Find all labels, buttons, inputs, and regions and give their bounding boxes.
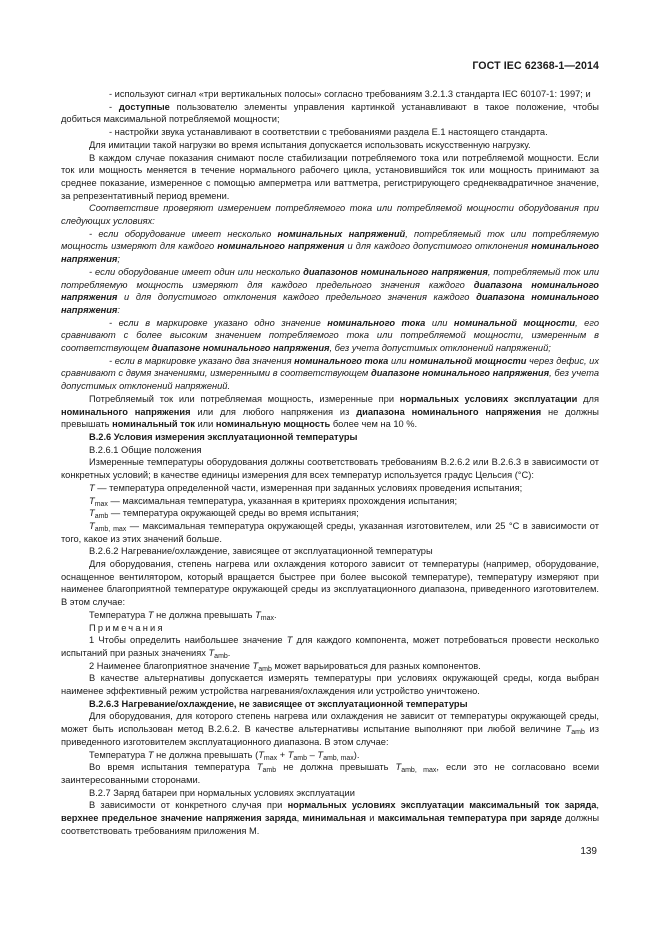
subscript: amb bbox=[214, 652, 228, 660]
text: более чем на 10 %. bbox=[330, 419, 418, 430]
term: номинальный ток bbox=[112, 419, 195, 430]
paragraph: В каждом случае показания снимают после стабилизации потребляемого тока или потребляемой мощности. Если ток или мощность меняется в течение нормального рабочего цикла, установившийся ток или мощность принимают за среднее показание, измеренное с помощью амперметра или ваттметра, регистрирующего среднеквадратичное значение, за репрезентативный период времени. bbox=[61, 152, 599, 201]
document-body bbox=[61, 88, 599, 837]
text: Во время испытания температура bbox=[89, 762, 257, 773]
text: для каждого компонента, может потребоваться провести несколько испытаний при разных значениях bbox=[61, 635, 599, 658]
text: + bbox=[277, 749, 288, 760]
text: не должна превышать bbox=[276, 762, 396, 773]
text: . bbox=[274, 609, 277, 620]
text: - если в маркировке указано одно значение bbox=[109, 317, 328, 328]
text: ). bbox=[353, 749, 360, 760]
paragraph: - используют сигнал «три вертикальных полосы» согласно требованиям 3.2.1.3 стандарта IEC 60107-1: 1997; и bbox=[109, 89, 591, 99]
term: номинальную мощность bbox=[215, 419, 331, 430]
subsection-heading: В.2.6.2 Нагревание/охлаждение, зависящее от эксплуатационной температуры bbox=[89, 546, 433, 557]
term: диапазона номинального напряжения bbox=[61, 279, 599, 303]
text: , потребляемый ток или потребляемую мощность измеряют для каждого bbox=[61, 228, 599, 252]
section-heading: В.2.6 Условия измерения эксплуатационной температуры bbox=[89, 431, 358, 442]
text: или bbox=[388, 355, 410, 366]
symbol: T bbox=[286, 635, 293, 646]
note bbox=[61, 634, 599, 659]
term: номинального тока bbox=[327, 317, 426, 328]
text: , если это не согласовано всеми заинтересованными сторонами. bbox=[61, 762, 600, 785]
term: номинальных напряжений bbox=[277, 228, 406, 239]
text: 2 Наименее благоприятное значение bbox=[89, 660, 253, 671]
term: номинальной мощности bbox=[409, 355, 527, 366]
symbol: T bbox=[317, 749, 324, 760]
text: ; bbox=[117, 254, 120, 265]
symbol: T bbox=[252, 660, 259, 671]
term: диапазона номинального напряжения bbox=[61, 292, 599, 315]
subsection-heading: В.2.6.3 Нагревание/охлаждение, не зависящее от эксплуатационной температуры bbox=[89, 698, 468, 709]
subscript: amb bbox=[262, 767, 277, 775]
text: - bbox=[109, 101, 119, 112]
subscript: max bbox=[263, 754, 278, 762]
term: диапазонов номинального напряжения bbox=[303, 266, 488, 277]
text: — максимальная температура окружающей среды, указанная изготовителем, или 25 °С в зависимости от того, какое из этих значений больше. bbox=[61, 520, 599, 544]
paragraph: - настройки звука устанавливают в соответствии с требованиями раздела Е.1 настоящего стандарта. bbox=[109, 127, 548, 138]
subsection-heading: В.2.6.1 Общие положения bbox=[89, 444, 202, 455]
term: максимальная температура при заряде bbox=[377, 813, 562, 824]
term: нормальных условиях эксплуатации bbox=[399, 393, 578, 404]
text: - если оборудование имеет несколько bbox=[89, 228, 278, 239]
term: номинального тока bbox=[294, 355, 389, 366]
definition-item bbox=[61, 520, 599, 545]
text: Потребляемый ток или потребляемая мощность, измеренные при bbox=[89, 393, 400, 404]
subscript: max bbox=[94, 500, 108, 508]
text: пользователю элементы управления картинкой устанавливают в такое положение, чтобы добиться максимальной потребляемой мощности; bbox=[61, 101, 599, 125]
text: из приведенного изготовителем эксплуатационного диапазона. В этом случае: bbox=[61, 724, 599, 747]
term: диапазоне номинального напряжения bbox=[151, 343, 330, 354]
text: Температура bbox=[89, 609, 148, 620]
paragraph bbox=[61, 393, 599, 431]
text: Для оборудования, для которого степень нагрева или охлаждения не зависит от температуры окружающей среды, может быть использован метод В.2.6.2. В качестве альтернативы испытание выполняют при любой величине bbox=[61, 711, 599, 735]
subscript: amb bbox=[571, 729, 585, 737]
text: — температура определенной части, измеренная при заданных условиях проведения испытания; bbox=[94, 482, 523, 493]
definition-item bbox=[61, 482, 599, 495]
note bbox=[61, 660, 599, 673]
term: диапазоне номинального напряжения bbox=[370, 368, 550, 379]
definition-item bbox=[61, 495, 599, 508]
symbol: T bbox=[89, 482, 95, 493]
symbol: T bbox=[147, 609, 154, 620]
text: должны соответствовать требованиям приложения М. bbox=[61, 813, 600, 836]
paragraph: Для оборудования, степень нагрева или охлаждения которого зависит от температуры (например, оборудование, оснащенное вентилятором, который вращается быстрее при более высокой температуре), температуру измеряют при наименее благоприятной температуре окружающей среды из эксплуатационного диапазона, приведенного изготовителем. В этом случае: bbox=[61, 559, 599, 608]
formula-line bbox=[61, 609, 599, 622]
symbol: T bbox=[208, 647, 215, 658]
term: номинального напряжения bbox=[61, 241, 599, 265]
paragraph: Измеренные температуры оборудования должны соответствовать требованиям В.2.6.2 или В.2.6.3 в зависимости от конкретных условий; в качестве единицы измерения для всех температур используется градус Цельсия (°С): bbox=[61, 457, 599, 481]
symbol: T bbox=[395, 762, 402, 773]
text: - если оборудование имеет один или несколько bbox=[89, 266, 304, 277]
text: , bbox=[296, 813, 303, 824]
text: и bbox=[366, 813, 378, 824]
term: доступные bbox=[118, 101, 170, 112]
subsection-heading: В.2.7 Заряд батареи при нормальных условиях эксплуатации bbox=[89, 787, 355, 798]
notes-title: Примечания bbox=[89, 622, 165, 633]
text: : bbox=[117, 304, 120, 315]
subscript: max bbox=[260, 614, 274, 622]
text: - если в маркировке указано два значения bbox=[109, 355, 295, 366]
paragraph bbox=[61, 799, 599, 837]
symbol: T bbox=[565, 724, 572, 735]
text: – bbox=[307, 749, 318, 760]
text: и для каждого допустимого отклонения bbox=[344, 241, 532, 252]
text: , его сравнивают с более высоким значением потребляемого тока или потребляемой мощности, измеренным в соответствующем bbox=[61, 317, 599, 354]
paragraph bbox=[61, 266, 599, 317]
text: не должны превышать bbox=[61, 406, 599, 430]
term: нормальных условиях эксплуатации максимальный ток заряда bbox=[287, 800, 597, 811]
term: минимальная bbox=[302, 813, 367, 824]
symbol: T bbox=[256, 762, 263, 773]
symbol: T bbox=[255, 609, 261, 620]
symbol: T bbox=[258, 749, 264, 760]
text: , потребляемый ток или потребляемую мощность измеряют для каждого предельного значения каждого bbox=[61, 266, 599, 290]
text: может варьироваться для разных компонентов. bbox=[271, 660, 481, 671]
paragraph bbox=[61, 355, 599, 393]
compliance-paragraph: Соответствие проверяют измерением потребляемого тока или потребляемой мощности оборудования при следующих условиях: bbox=[61, 203, 599, 227]
page-number: 139 bbox=[580, 846, 597, 857]
paragraph bbox=[61, 228, 599, 266]
text: 1 Чтобы определить наибольшее значение bbox=[89, 635, 287, 646]
text: или bbox=[425, 317, 454, 328]
subscript: amb bbox=[258, 665, 272, 673]
subscript: amb, max bbox=[401, 767, 437, 775]
text: , без учета допустимых отклонений напряжений; bbox=[329, 343, 551, 354]
text: для bbox=[577, 393, 599, 404]
paragraph: В качестве альтернативы допускается измерять температуры при условиях окружающей среды, когда выбран наименее эффективный режим устройства нагревания/охлаждения или устройство уничтожено. bbox=[61, 673, 599, 697]
formula-line bbox=[61, 749, 599, 762]
symbol: T bbox=[89, 520, 95, 531]
symbol: T bbox=[287, 749, 294, 760]
symbol: T bbox=[89, 495, 95, 506]
paragraph bbox=[61, 761, 599, 786]
symbol: T bbox=[147, 749, 154, 760]
text: В зависимости от конкретного случая при bbox=[89, 800, 288, 811]
term: номинальной мощности bbox=[453, 317, 576, 328]
text: , bbox=[596, 800, 599, 811]
symbol: T bbox=[89, 508, 95, 519]
subscript: amb bbox=[293, 754, 308, 762]
text: — максимальная температура, указанная в критериях прохождения испытания; bbox=[107, 495, 458, 506]
term: верхнее предельное значение напряжения заряда bbox=[61, 813, 297, 824]
text: через дефис, их сравнивают с двумя значениями, измеренными в соответствующем bbox=[61, 355, 599, 379]
subscript: amb bbox=[94, 513, 109, 521]
paragraph bbox=[61, 101, 599, 126]
definition-item bbox=[61, 507, 599, 520]
paragraph bbox=[61, 317, 599, 355]
paragraph: Для имитации такой нагрузки во время испытания допускается использовать искусственную нагрузку. bbox=[89, 139, 531, 150]
text: или bbox=[194, 419, 216, 430]
subscript: amb, max bbox=[94, 525, 127, 533]
text: не должна превышать ( bbox=[153, 749, 259, 760]
standard-header: ГОСТ IEC 62368-1—2014 bbox=[472, 60, 599, 72]
text: , без учета допустимых отклонений напряжений. bbox=[61, 368, 600, 392]
subscript: amb, max bbox=[323, 754, 354, 762]
term: номинального напряжения bbox=[61, 406, 191, 417]
text: Температура bbox=[89, 749, 148, 760]
paragraph bbox=[61, 710, 599, 748]
term: номинального напряжения bbox=[217, 241, 345, 252]
text: и для допустимого отклонения каждого предельного значения каждого bbox=[117, 292, 477, 303]
text: не должна превышать bbox=[153, 609, 256, 620]
text: или для любого напряжения из bbox=[190, 406, 357, 417]
text: — температура окружающей среды во время испытания; bbox=[108, 508, 359, 519]
text: . bbox=[227, 647, 231, 658]
term: диапазона номинального напряжения bbox=[356, 406, 542, 417]
